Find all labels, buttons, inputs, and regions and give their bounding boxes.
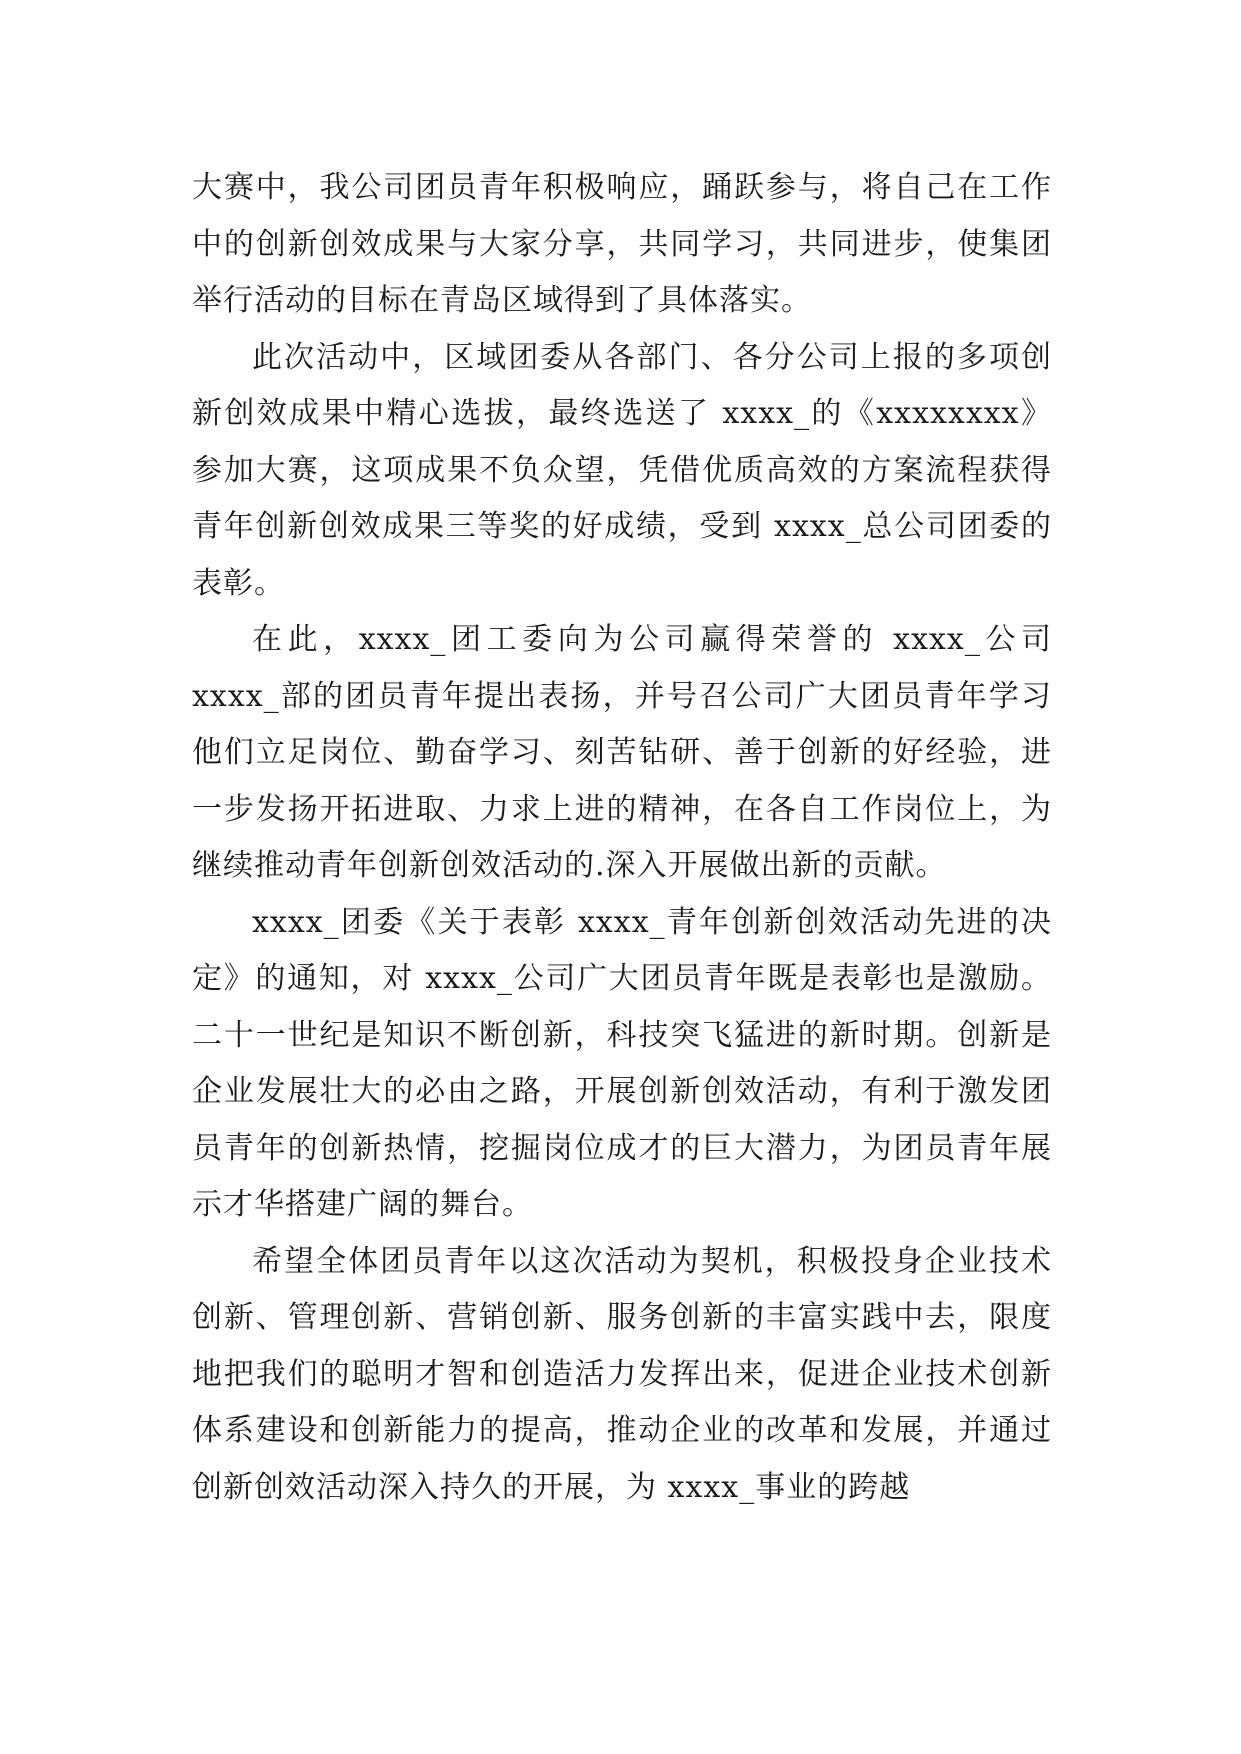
paragraph-3: 在此，xxxx_团工委向为公司赢得荣誉的 xxxx_公司xxxx_部的团员青年提出表扬，并号召公司广大团员青年学习他们立足岗位、勤奋学习、刻苦钻研、善于创新的好经验，进一步发扬开拓进取、力求上进的精神，在各自工作岗位上，为继续推动青年创新创效活动的.深入开展做出新的贡献。 — [192, 622, 1052, 883]
paragraph-4: xxxx_团委《关于表彰 xxxx_青年创新创效活动先进的决定》的通知，对 xxxx_公司广大团员青年既是表彰也是激励。二十一世纪是知识不断创新，科技突飞猛进的新时期。创新是企业发展壮大的必由之路，开展创新创效活动，有利于激发团员青年的创新热情，挖掘岗位成才的巨大潜力，为团员青年展示才华搭建广阔的舞台。 — [192, 904, 1052, 1222]
paragraph-1: 大赛中，我公司团员青年积极响应，踊跃参与，将自己在工作中的创新创效成果与大家分享，共同学习，共同进步，使集团举行活动的目标在青岛区域得到了具体落实。 — [192, 170, 1052, 318]
paragraph-2: 此次活动中，区域团委从各部门、各分公司上报的多项创新创效成果中精心选拔，最终选送了 xxxx_的《xxxxxxxx》参加大赛，这项成果不负众望，凭借优质高效的方案流程获得青年创新创效成果三等奖的好成绩，受到 xxxx_总公司团委的表彰。 — [192, 339, 1052, 601]
document-body — [192, 160, 1052, 1516]
paragraph-5: 希望全体团员青年以这次活动为契机，积极投身企业技术创新、管理创新、营销创新、服务创新的丰富实践中去，限度地把我们的聪明才智和创造活力发挥出来，促进企业技术创新体系建设和创新能力的提高，推动企业的改革和发展，并通过创新创效活动深入持久的开展，为 xxxx_事业的跨越 — [192, 1243, 1052, 1505]
